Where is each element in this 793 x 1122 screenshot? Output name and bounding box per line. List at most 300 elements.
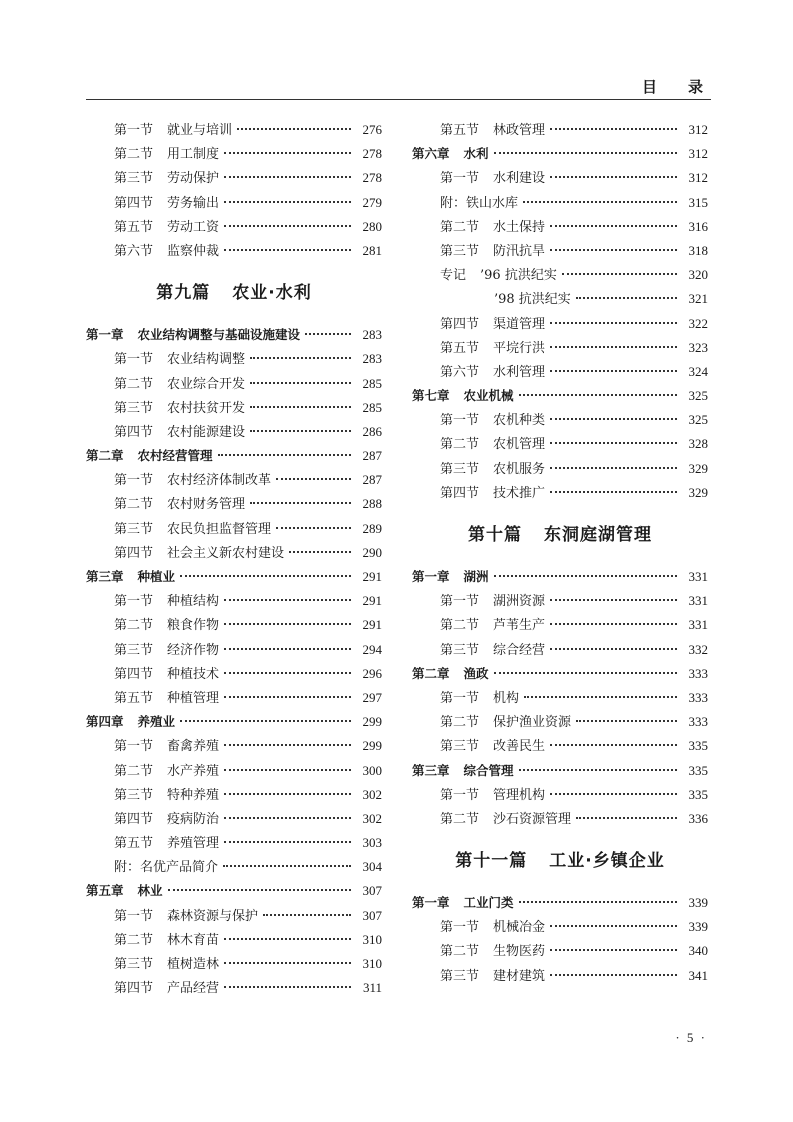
dot-leader <box>550 418 677 420</box>
entry-number: 第二节 <box>440 618 480 634</box>
section-entry <box>86 783 382 807</box>
chapter-entry <box>86 323 382 347</box>
entry-page: 302 <box>362 810 382 826</box>
section-entry <box>412 710 708 734</box>
dot-leader <box>276 527 351 529</box>
section-entry <box>86 541 382 565</box>
section-entry <box>86 215 382 239</box>
dot-leader <box>550 623 677 625</box>
entry-title: 农业综合开发 <box>167 376 246 392</box>
section-entry <box>412 118 708 142</box>
entry-title: 养殖业 <box>137 714 176 730</box>
entry-title: 农机种类 <box>493 413 546 429</box>
entry-title: 疫病防治 <box>167 811 220 827</box>
section-entry <box>412 360 708 384</box>
dot-leader <box>550 491 677 493</box>
section-entry <box>412 481 708 505</box>
entry-page: 320 <box>688 267 708 283</box>
entry-title: 管理机构 <box>493 787 546 803</box>
dot-leader <box>550 322 677 324</box>
dot-leader <box>550 249 677 251</box>
dot-leader <box>550 346 677 348</box>
entry-number: 第二节 <box>114 497 154 513</box>
entry-number: 第一章 <box>86 327 124 343</box>
section-entry <box>86 831 382 855</box>
entry-title: 工业门类 <box>463 895 514 911</box>
dot-leader <box>550 793 677 795</box>
section-entry <box>412 312 708 336</box>
dot-leader <box>224 176 351 178</box>
dot-leader <box>550 599 677 601</box>
dot-leader <box>550 176 677 178</box>
entry-number: 第三节 <box>114 400 154 416</box>
section-entry <box>86 976 382 1000</box>
entry-page: 297 <box>362 689 382 705</box>
entry-title: 森林资源与保护 <box>167 908 259 924</box>
dot-leader <box>224 672 351 674</box>
dot-leader <box>180 575 351 577</box>
entry-page: 276 <box>362 122 382 137</box>
entry-title: 林业 <box>137 883 163 899</box>
dot-leader <box>224 696 351 698</box>
entry-page: 329 <box>688 460 708 476</box>
entry-title: 水土保持 <box>493 219 546 235</box>
dot-leader <box>550 467 677 469</box>
entry-number: 第五节 <box>440 123 480 138</box>
dot-leader <box>250 430 351 432</box>
entry-number: 第五章 <box>86 883 124 899</box>
entry-page: 291 <box>362 593 382 609</box>
entry-title: 水利管理 <box>493 364 546 380</box>
entry-number: 第一节 <box>114 352 154 368</box>
entry-number: 第一节 <box>440 787 480 803</box>
dot-leader <box>224 793 351 795</box>
dot-leader <box>550 974 677 976</box>
chapter-entry <box>86 710 382 734</box>
dot-leader <box>224 817 351 819</box>
entry-title: 保护渔业资源 <box>493 715 572 731</box>
entry-title: 水利建设 <box>493 171 546 187</box>
entry-title: 养殖管理 <box>167 836 220 852</box>
entry-number: 第三节 <box>440 968 480 984</box>
entry-title: 水利 <box>463 146 489 162</box>
section-entry <box>86 118 382 142</box>
toc-left-column <box>86 118 382 1000</box>
dot-leader <box>263 914 351 916</box>
entry-number: 第四节 <box>114 666 154 682</box>
section-entry <box>86 166 382 190</box>
entry-number: 第二节 <box>114 763 154 779</box>
dot-leader <box>224 744 351 746</box>
chapter-entry <box>86 444 382 468</box>
entry-page: 329 <box>688 484 708 500</box>
section-entry <box>412 964 708 988</box>
dot-leader <box>519 769 677 771</box>
section-entry <box>412 638 708 662</box>
chapter-entry <box>412 565 708 589</box>
section-entry <box>86 347 382 371</box>
entry-page: 341 <box>688 967 708 983</box>
entry-page: 289 <box>362 520 382 536</box>
appendix-entry <box>86 855 382 879</box>
entry-number: 第一节 <box>114 739 154 755</box>
section-entry <box>412 263 708 287</box>
entry-title: 农业结构调整 <box>167 352 246 368</box>
section-entry <box>412 734 708 758</box>
dot-leader <box>250 382 351 384</box>
section-entry <box>86 904 382 928</box>
entry-number: 第三节 <box>440 461 480 477</box>
section-entry <box>412 215 708 239</box>
entry-page: 339 <box>688 919 708 935</box>
dot-leader <box>224 152 351 154</box>
section-entry <box>86 952 382 976</box>
dot-leader <box>168 889 351 891</box>
dot-leader <box>562 273 677 275</box>
entry-number: 第三节 <box>114 171 154 187</box>
entry-number: 第三节 <box>440 642 480 658</box>
part-heading <box>86 263 382 323</box>
dot-leader <box>494 152 677 154</box>
entry-page: 335 <box>688 786 708 802</box>
entry-number: 第三节 <box>114 787 154 803</box>
dot-leader <box>524 696 677 698</box>
entry-number: 第一节 <box>114 473 154 489</box>
entry-title: 种植技术 <box>167 666 220 682</box>
entry-title: 水产养殖 <box>167 763 220 779</box>
entry-title: 产品经营 <box>167 981 220 997</box>
section-entry <box>86 517 382 541</box>
entry-number: 第四节 <box>440 316 480 332</box>
dot-leader <box>519 394 677 396</box>
entry-page: 325 <box>688 388 708 404</box>
entry-number: 第一节 <box>440 920 480 936</box>
entry-title: 劳务输出 <box>167 195 220 211</box>
part-title: 工业·乡镇企业 <box>549 851 665 872</box>
entry-title: 林木育苗 <box>167 932 220 948</box>
section-entry <box>86 734 382 758</box>
entry-title: 机械冶金 <box>493 920 546 936</box>
section-entry <box>86 372 382 396</box>
entry-title: 农村扶贫开发 <box>167 400 246 416</box>
entry-title: 农民负担监督管理 <box>167 521 272 537</box>
section-entry <box>86 638 382 662</box>
dot-leader <box>494 672 677 674</box>
entry-number: 第四节 <box>114 195 154 211</box>
entry-number: 第三节 <box>440 739 480 755</box>
entry-page: 312 <box>688 170 708 186</box>
section-entry <box>86 589 382 613</box>
section-entry <box>412 166 708 190</box>
entry-title: 劳动工资 <box>167 219 220 235</box>
chapter-entry <box>86 565 382 589</box>
entry-number: 第五节 <box>114 836 154 852</box>
section-entry <box>412 915 708 939</box>
dot-leader <box>224 599 351 601</box>
entry-number: 第四节 <box>114 981 154 997</box>
chapter-entry <box>412 142 708 166</box>
entry-number: 第二章 <box>86 448 124 464</box>
section-entry <box>86 191 382 215</box>
entry-page: 332 <box>688 641 708 657</box>
entry-number: 第二节 <box>440 944 480 960</box>
entry-page: 278 <box>362 146 382 162</box>
dot-leader <box>576 817 677 819</box>
entry-title: 经济作物 <box>167 642 220 658</box>
section-entry <box>86 686 382 710</box>
entry-page: 321 <box>688 291 708 307</box>
entry-page: 286 <box>362 423 382 439</box>
entry-number: 第三章 <box>412 762 450 778</box>
section-entry <box>412 589 708 613</box>
entry-page: 283 <box>362 351 382 367</box>
entry-title: 附：名优产品简介 <box>114 860 219 876</box>
entry-page: 278 <box>362 170 382 186</box>
entry-page: 331 <box>688 569 708 584</box>
entry-number: 第一节 <box>440 171 480 187</box>
dot-leader <box>250 406 351 408</box>
dot-leader <box>224 841 351 843</box>
section-entry <box>86 759 382 783</box>
section-entry <box>412 939 708 963</box>
entry-page: 299 <box>362 738 382 754</box>
entry-number: 第五节 <box>114 219 154 235</box>
entry-number: 第四章 <box>86 714 124 730</box>
section-entry <box>86 142 382 166</box>
entry-title: 特种养殖 <box>167 787 220 803</box>
entry-page: 310 <box>362 956 382 971</box>
entry-page: 304 <box>362 859 382 875</box>
chapter-entry <box>412 662 708 686</box>
entry-number: 第二节 <box>440 219 480 235</box>
sub-entry <box>412 287 708 311</box>
entry-title: 建材建筑 <box>493 968 546 984</box>
part-number: 第十一篇 <box>455 851 528 872</box>
entry-number: 第二节 <box>114 932 154 948</box>
entry-number: 第二节 <box>114 147 154 163</box>
dot-leader <box>550 925 677 927</box>
dot-leader <box>576 720 677 722</box>
dot-leader <box>550 442 677 444</box>
dot-leader <box>519 901 677 903</box>
entry-title: 林政管理 <box>493 123 546 138</box>
entry-page: 290 <box>362 544 382 560</box>
section-entry <box>86 239 382 263</box>
entry-number: 第一章 <box>412 895 450 911</box>
entry-number: 第五节 <box>114 690 154 706</box>
entry-title: 农机服务 <box>493 461 546 477</box>
dot-leader <box>550 744 677 746</box>
dot-leader <box>250 357 351 359</box>
section-entry <box>86 662 382 686</box>
entry-title: 就业与培训 <box>167 123 233 138</box>
dot-leader <box>523 201 677 203</box>
entry-number: 第五节 <box>440 340 480 356</box>
entry-number: 第一节 <box>114 594 154 610</box>
section-entry <box>412 239 708 263</box>
entry-number: 第四节 <box>114 811 154 827</box>
section-entry <box>86 396 382 420</box>
entry-page: 285 <box>362 375 382 391</box>
entry-number: 第一节 <box>114 123 154 138</box>
entry-title: 渔政 <box>463 665 489 681</box>
entry-title: 畜禽养殖 <box>167 739 220 755</box>
entry-page: 336 <box>688 810 708 826</box>
chapter-entry <box>412 759 708 783</box>
entry-title: ’96 抗洪纪实 <box>480 268 557 284</box>
part-title: 农业·水利 <box>232 283 312 304</box>
entry-page: 285 <box>362 399 382 415</box>
entry-title: 农村财务管理 <box>167 497 246 513</box>
section-entry <box>412 336 708 360</box>
section-entry <box>412 783 708 807</box>
entry-title: 农机管理 <box>493 437 546 453</box>
dot-leader <box>223 865 351 867</box>
dot-leader <box>250 502 351 504</box>
entry-page: 300 <box>362 762 382 778</box>
part-heading <box>412 831 708 891</box>
entry-page: 318 <box>688 242 708 258</box>
dot-leader <box>276 478 351 480</box>
entry-page: 333 <box>688 714 708 730</box>
dot-leader <box>237 128 351 130</box>
dot-leader <box>224 769 351 771</box>
section-entry <box>86 492 382 516</box>
entry-title: 种植管理 <box>167 690 220 706</box>
dot-leader <box>224 648 351 650</box>
entry-title: 沙石资源管理 <box>493 811 572 827</box>
entry-number: 第三节 <box>114 521 154 537</box>
dot-leader <box>305 333 351 335</box>
entry-number: 第三章 <box>86 569 124 584</box>
chapter-entry <box>412 384 708 408</box>
entry-page: 333 <box>688 689 708 705</box>
entry-number: 第一章 <box>412 569 450 584</box>
entry-page: 311 <box>362 980 382 996</box>
part-number: 第十篇 <box>468 525 522 545</box>
dot-leader <box>180 720 351 722</box>
entry-number: 第七章 <box>412 388 450 404</box>
part-title: 东洞庭湖管理 <box>544 525 652 545</box>
entry-title: 生物医药 <box>493 944 546 960</box>
entry-page: 294 <box>362 641 382 657</box>
section-entry <box>86 807 382 831</box>
dot-leader <box>550 648 677 650</box>
entry-title: 平垸行洪 <box>493 340 546 356</box>
chapter-entry <box>86 879 382 903</box>
dot-leader <box>576 297 677 299</box>
section-entry <box>86 420 382 444</box>
entry-number: 第三节 <box>114 642 154 658</box>
entry-number: 第三节 <box>114 957 154 972</box>
entry-number: 第四节 <box>440 485 480 501</box>
section-entry <box>86 928 382 952</box>
entry-number: 第六节 <box>440 364 480 380</box>
appendix-entry <box>412 191 708 215</box>
entry-page: 299 <box>362 714 382 730</box>
entry-page: 291 <box>362 617 382 633</box>
entry-number: 第二节 <box>440 811 480 827</box>
entry-title: 渠道管理 <box>493 316 546 332</box>
entry-page: 281 <box>362 242 382 258</box>
dot-leader <box>224 623 351 625</box>
entry-title: 芦苇生产 <box>493 618 546 634</box>
entry-page: 302 <box>362 786 382 802</box>
dot-leader <box>224 201 351 203</box>
header-title: 目 录 <box>641 78 711 96</box>
entry-number: 第二节 <box>440 715 480 731</box>
entry-title: 农业结构调整与基础设施建设 <box>137 327 301 343</box>
section-entry <box>86 468 382 492</box>
entry-number: 专记 <box>440 268 467 284</box>
entry-title: 湖洲资源 <box>493 594 546 610</box>
entry-title: 技术推广 <box>493 485 546 501</box>
entry-title: 农业机械 <box>463 388 514 404</box>
entry-page: 322 <box>688 315 708 331</box>
part-number: 第九篇 <box>156 283 211 304</box>
dot-leader <box>224 962 351 964</box>
entry-title: 农村能源建设 <box>167 424 246 440</box>
entry-number: 第一节 <box>440 690 480 706</box>
dot-leader <box>224 249 351 251</box>
entry-page: 324 <box>688 363 708 379</box>
entry-number: 第四节 <box>114 424 154 440</box>
entry-number: 第二节 <box>114 618 154 634</box>
entry-title: 农村经营管理 <box>137 448 213 464</box>
part-heading <box>412 505 708 565</box>
dot-leader <box>289 551 351 553</box>
entry-title: 农村经济体制改革 <box>167 473 272 489</box>
section-entry <box>412 686 708 710</box>
section-entry <box>412 408 708 432</box>
section-entry <box>412 613 708 637</box>
dot-leader <box>550 370 677 372</box>
entry-number: 第二章 <box>412 665 450 681</box>
entry-page: 279 <box>362 194 382 210</box>
entry-page: 335 <box>688 762 708 778</box>
entry-page: 291 <box>362 569 382 584</box>
entry-page: 340 <box>688 943 708 959</box>
entry-title: 粮食作物 <box>167 618 220 634</box>
entry-title: 监察仲裁 <box>167 243 220 259</box>
entry-page: 312 <box>688 146 708 162</box>
section-entry <box>412 432 708 456</box>
entry-title: 劳动保护 <box>167 171 220 187</box>
entry-title: 用工制度 <box>167 147 220 163</box>
entry-page: 331 <box>688 593 708 609</box>
section-entry <box>412 807 708 831</box>
entry-page: 310 <box>362 931 382 947</box>
entry-number: 第一节 <box>440 594 480 610</box>
entry-page: 339 <box>688 895 708 911</box>
dot-leader <box>224 225 351 227</box>
entry-page: 316 <box>688 218 708 234</box>
entry-page: 312 <box>688 122 708 137</box>
entry-number: 第三节 <box>440 243 480 259</box>
entry-number: 第二节 <box>440 437 480 453</box>
entry-title: 改善民生 <box>493 739 546 755</box>
chapter-entry <box>412 891 708 915</box>
entry-title: 综合管理 <box>463 762 514 778</box>
entry-title: 种植业 <box>137 569 176 584</box>
dot-leader <box>494 575 677 577</box>
toc-right-column <box>412 118 708 988</box>
entry-page: 296 <box>362 665 382 681</box>
dot-leader <box>550 128 677 130</box>
entry-page: 315 <box>688 194 708 210</box>
dot-leader <box>550 225 677 227</box>
entry-page: 287 <box>362 448 382 464</box>
